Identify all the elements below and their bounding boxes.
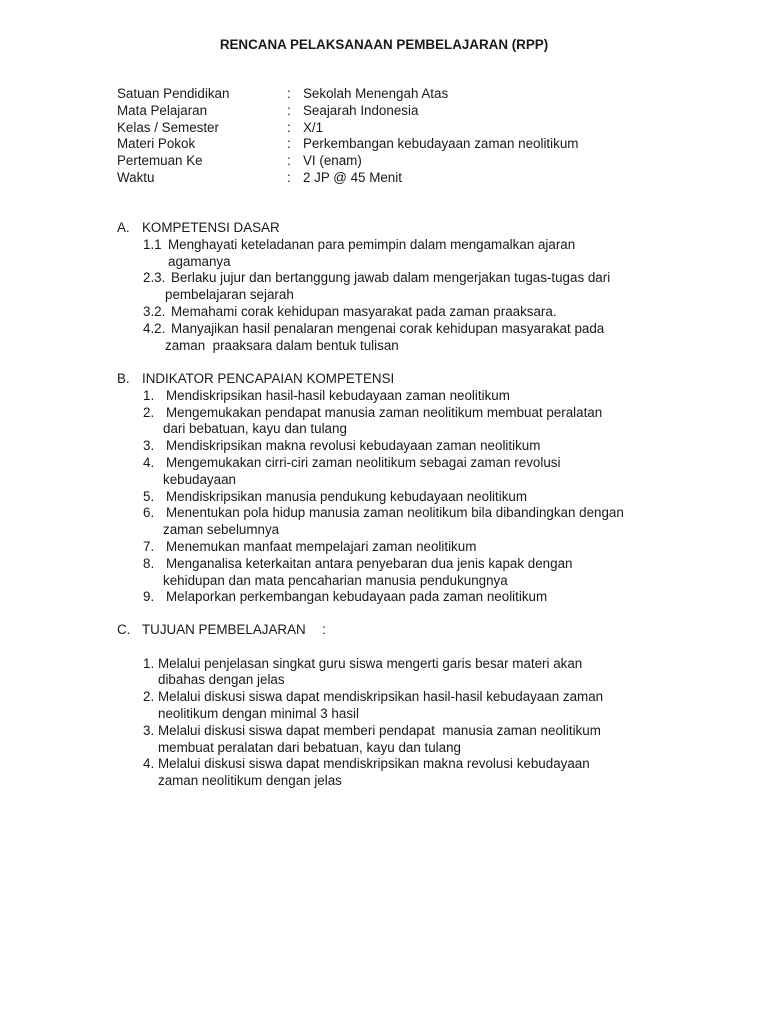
info-colon: : xyxy=(287,86,291,101)
info-colon: : xyxy=(287,102,291,118)
info-label: Waktu xyxy=(117,170,155,185)
list-item-text: neolitikum dengan minimal 3 hasil xyxy=(158,706,359,721)
list-item-text: Berlaku jujur dan bertanggung jawab dalam mengerjakan tugas-tugas dari xyxy=(171,270,611,286)
list-item-text: Mendiskripsikan makna revolusi kebudayaan zaman neolitikum xyxy=(166,438,541,454)
info-value: Perkembangan kebudayaan zaman neolitikum xyxy=(303,136,579,152)
section-letter: C. xyxy=(117,622,131,637)
list-item-text: zaman praaksara dalam bentuk tulisan xyxy=(165,337,399,353)
list-item-number: 3. xyxy=(143,722,155,738)
info-colon: : xyxy=(287,170,291,185)
list-item-number: 5. xyxy=(143,488,155,504)
section-letter: B. xyxy=(117,371,130,386)
list-item-number: 2.3. xyxy=(143,270,166,286)
info-colon: : xyxy=(287,136,291,152)
list-item-text: Mendiskripsikan manusia pendukung kebudayaan neolitikum xyxy=(166,488,528,504)
list-item-number: 9. xyxy=(143,589,155,605)
list-item-text: Menentukan pola hidup manusia zaman neolitikum bila dibandingkan dengan xyxy=(166,505,624,521)
section-heading: KOMPETENSI DASAR xyxy=(142,220,280,235)
list-item-text: Melalui penjelasan singkat guru siswa mengerti garis besar materi akan xyxy=(158,655,583,671)
list-item-text: Melalui diskusi siswa dapat memberi pendapat manusia zaman neolitikum xyxy=(158,722,601,738)
info-value: 2 JP @ 45 Menit xyxy=(303,170,402,185)
list-item-text: Melaporkan perkembangan kebudayaan pada zaman neolitikum xyxy=(166,589,548,605)
list-item-text: dari bebatuan, kayu dan tulang xyxy=(163,421,347,437)
info-label: Kelas / Semester xyxy=(117,119,219,135)
section-heading: TUJUAN PEMBELAJARAN xyxy=(142,622,306,637)
list-item-text: kebudayaan xyxy=(163,471,236,487)
list-item-number: 2. xyxy=(143,404,155,420)
list-item-number: 7. xyxy=(143,539,155,554)
info-value: X/1 xyxy=(303,119,324,135)
list-item-number: 4. xyxy=(143,455,155,470)
list-item-text: Memahami corak kehidupan masyarakat pada zaman praaksara. xyxy=(171,304,557,319)
info-colon: : xyxy=(287,153,291,169)
list-item-number: 1. xyxy=(143,655,155,671)
section-heading-colon: : xyxy=(322,622,326,637)
info-label: Pertemuan Ke xyxy=(117,153,203,169)
list-item-text: membuat peralatan dari bebatuan, kayu dan tulang xyxy=(158,739,461,755)
info-label: Satuan Pendidikan xyxy=(117,86,230,101)
list-item-text: Melalui diskusi siswa dapat mendiskripsikan hasil-hasil kebudayaan zaman xyxy=(158,689,604,705)
section-letter: A. xyxy=(117,220,130,235)
list-item-text: Manyajikan hasil penalaran mengenai corak kehidupan masyarakat pada xyxy=(171,320,605,336)
list-item-number: 4. xyxy=(143,756,155,772)
list-item-text: Mendiskripsikan hasil-hasil kebudayaan zaman neolitikum xyxy=(166,387,510,403)
list-item-text: Menemukan manfaat mempelajari zaman neolitikum xyxy=(166,539,477,554)
list-item-number: 6. xyxy=(143,505,155,521)
list-item-text: Menganalisa keterkaitan antara penyebaran dua jenis kapak dengan xyxy=(166,555,573,571)
info-value: VI (enam) xyxy=(303,153,362,169)
list-item-number: 1. xyxy=(143,387,155,403)
info-colon: : xyxy=(287,119,291,135)
list-item-number: 3.2. xyxy=(143,304,166,319)
list-item-text: Mengemukakan cirri-ciri zaman neolitikum sebagai zaman revolusi xyxy=(166,455,561,470)
section-heading: INDIKATOR PENCAPAIAN KOMPETENSI xyxy=(142,371,395,386)
list-item-text: Menghayati keteladanan para pemimpin dalam mengamalkan ajaran xyxy=(168,236,576,252)
info-value: Seajarah Indonesia xyxy=(303,102,419,118)
info-label: Materi Pokok xyxy=(117,136,196,152)
document-title: RENCANA PELAKSANAAN PEMBELAJARAN (RPP) xyxy=(219,37,549,52)
list-item-text: zaman neolitikum dengan jelas xyxy=(158,773,342,789)
list-item-text: dibahas dengan jelas xyxy=(158,672,285,688)
list-item-number: 3. xyxy=(143,438,155,454)
list-item-text: pembelajaran sejarah xyxy=(165,287,294,303)
info-label: Mata Pelajaran xyxy=(117,102,208,118)
list-item-text: Melalui diskusi siswa dapat mendiskripsikan makna revolusi kebudayaan xyxy=(158,756,590,772)
list-item-number: 1.1 xyxy=(143,236,162,252)
list-item-text: agamanya xyxy=(168,253,231,269)
list-item-number: 8. xyxy=(143,555,155,571)
list-item-text: kehidupan dan mata pencaharian manusia pendukungnya xyxy=(163,572,508,588)
info-value: Sekolah Menengah Atas xyxy=(303,86,449,101)
list-item-number: 4.2. xyxy=(143,320,166,336)
list-item-text: Mengemukakan pendapat manusia zaman neolitikum membuat peralatan xyxy=(166,404,603,420)
list-item-number: 2. xyxy=(143,689,155,705)
list-item-text: zaman sebelumnya xyxy=(163,522,280,538)
